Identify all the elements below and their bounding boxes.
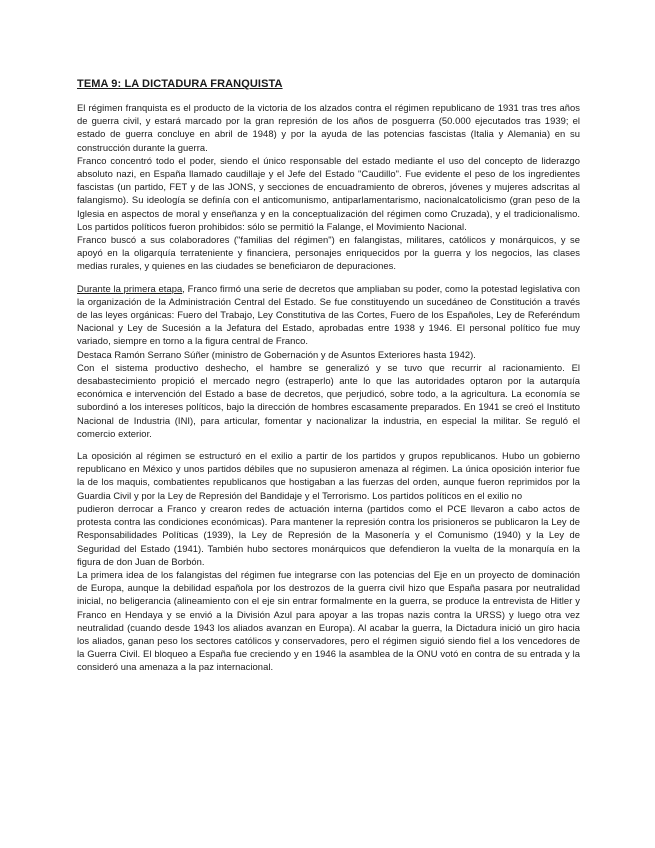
paragraph-economy: Con el sistema productivo deshecho, el hambre se generalizó y se tuvo que recurrir al racionamiento. El desabastecimiento propició el mercado negro (estraperlo) ante lo que las autoridades optaron por la autarquía económica e intervención del Estado a base de decretos, que perjudicó, sobre todo, a la agricultura. La economía se subordinó a los intereses políticos, bajo la dirección de hombres escasamente preparados. En 1941 se creó el Instituto Nacional de Industria (INI), para articular, fomentar y nacionalizar la industria, en especial la militar. Se reguló el comercio exterior. xyxy=(77,361,580,439)
document-page xyxy=(77,78,580,674)
paragraph-gap xyxy=(77,440,580,449)
first-stage-text: , Franco firmó una serie de decretos que ampliaban su poder, como la potestad legislativa con la organización de la Administración Central del Estado. Se fue constituyendo un sucedáneo de Constitución a través de las leyes orgánicas: Fuero del Trabajo, Ley Constitutiva de las Cortes, Fuero de los Españoles, Ley de Referéndum Nacional y Ley de Sucesión a la Jefatura del Estado, aprobadas entre 1938 y 1946. El personal político fue muy variado, siempre en torno a la figura central de Franco. xyxy=(77,282,580,347)
paragraph-foreign-policy: La primera idea de los falangistas del régimen fue integrarse con las potencias del Eje en un proyecto de dominación de Europa, aunque la debilidad española por los destrozos de la guerra civil hizo que España pasara por neutralidad inicial, no beligerancia (alineamiento con el eje sin entrar formalmente en la guerra, se produce la entrevista de Hitler y Franco en Hendaya y se envió a la División Azul para apoyar a las tropas nazis contra la URSS) y luego otra vez neutralidad (cuando desde 1943 los aliados avanzan en Europa). Al acabar la guerra, la Dictadura inició un giro hacia los aliados, ganan peso los sectores católicos y conservadores, pero el régimen siguió siendo fiel a los vencedores de la Guerra Civil. El bloqueo a España fue creciendo y en 1946 la asamblea de la ONU votó en contra de su entrada y la consideró una amenaza a la paz internacional. xyxy=(77,568,580,673)
paragraph-repression: pudieron derrocar a Franco y crearon redes de actuación interna (partidos como el PCE llevaron a cabo actos de protesta contra las condiciones económicas). Para mantener la represión contra los prisioneros se publicaron la Ley de Responsabilidades Políticas (1939), la Ley de Represión de la Masonería y el Comunismo (1940) y la Ley de Seguridad del Estado (1941). También hubo sectores monárquicos que defendieron la vuelta de la monarquía en la figura de don Juan de Borbón. xyxy=(77,502,580,567)
paragraph-serrano: Destaca Ramón Serrano Súñer (ministro de Gobernación y de Asuntos Exteriores hasta 1942). xyxy=(77,348,476,360)
paragraph-gap xyxy=(77,273,580,282)
paragraph-first-stage xyxy=(77,282,580,348)
paragraph-opposition: La oposición al régimen se estructuró en el exilio a partir de los partidos y grupos republicanos. Hubo un gobierno republicano en México y unos partidos débiles que no supusieron amenaza al régimen. La única oposición interior fue la de los maquis, combatientes republicanos que hostigaban a las fuerzas del orden, aunque fueron reprimidos por la Guardia Civil y por la Ley de Represión del Bandidaje y el Terrorismo. Los partidos políticos en el exilio no xyxy=(77,450,580,501)
paragraph-collaborators: Franco buscó a sus colaboradores ("familias del régimen") en falangistas, militares, católicos y monárquicos, y se apoyó en la oligarquía terrateniente y financiera, personajes enriquecidos por la guerra y los negocios, las clases medias rurales, y quienes en las ciudades se beneficiaron de depuraciones. xyxy=(77,234,580,272)
document-title: TEMA 9: LA DICTADURA FRANQUISTA xyxy=(77,78,283,90)
first-stage-heading: Durante la primera etapa xyxy=(77,282,183,294)
paragraph-franco-power: Franco concentró todo el poder, siendo el único responsable del estado mediante el uso del concepto de liderazgo absoluto nazi, en España llamado caudillaje y el Jefe del Estado "Caudillo". Fue evidente el peso de los ingredientes fascistas (un partido, FET y de las JONS, y secciones de encuadramiento de obreros, jóvenes y mujeres adscritas al falangismo). Su ideología se definía con el anticomunismo, antiparlamentarismo, nacionalcatolicismo (gran peso de la Iglesia en aspectos de moral y enseñanza y en la conceptualización del régimen como Cruzada), y el tradicionalismo. Los partidos políticos fueron prohibidos: sólo se permitió la Falange, el Movimiento Nacional. xyxy=(77,154,580,232)
paragraph-intro: El régimen franquista es el producto de la victoria de los alzados contra el régimen republicano de 1931 tras tres años de guerra civil, y estará marcado por la gran represión de los años de posguerra (50.000 ejecutados tras 1939; el estado de guerra concluye en abril de 1948) y por la ayuda de las potencias fascistas (Italia y Alemania) en su construcción durante la guerra. xyxy=(77,102,580,153)
